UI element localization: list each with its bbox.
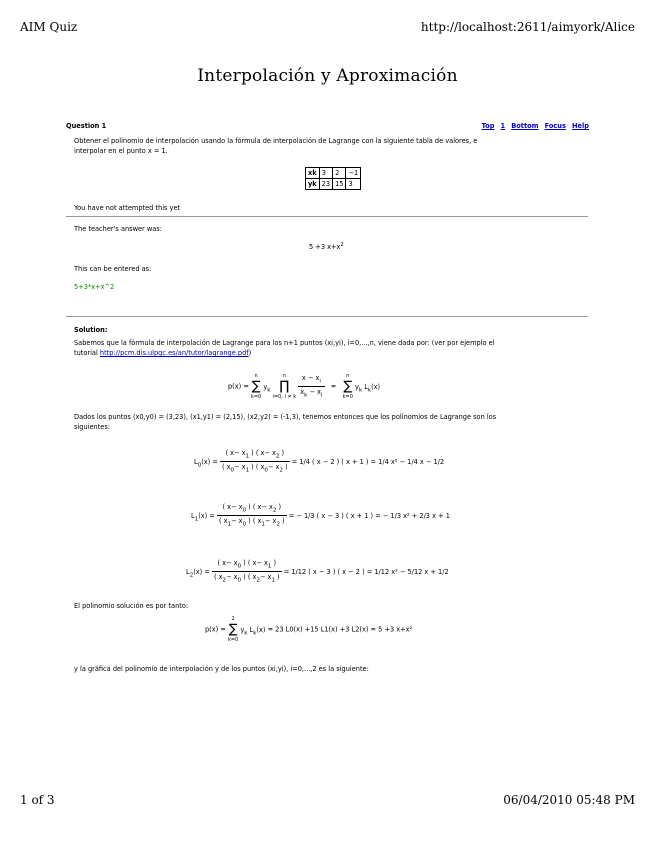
nav-1-link[interactable]: 1 xyxy=(500,122,506,130)
table-cell: 15 xyxy=(333,179,346,190)
nav-help-link[interactable]: Help xyxy=(572,122,589,130)
page-indicator: 1 of 3 xyxy=(20,793,55,807)
solution-intro-1: Sabemos que la fórmula de interpolación de Lagrange para los n+1 puntos (xi,yi), i=0,...,n, viene dada por: (ver por ejemplo el xyxy=(74,339,495,347)
nav-top-link[interactable]: Top xyxy=(481,122,495,130)
teacher-answer: 5 +3 $x+x^2$ xyxy=(309,242,344,252)
L2-formula: $L_2(x)$ = $\frac{( x- x_0 ) ( x- x_1 )}{( x_2- x_0 ) ( x_2- x_1 )}$ = 1/12 ( x − 3 ) ( x − 2 ) = 1/12 x² − 5/12 x + 1/2 xyxy=(186,559,449,584)
entered-answer: 5+3*x+x^2 xyxy=(74,283,115,291)
page-url: http://localhost:2611/aimyork/Alice xyxy=(420,20,635,34)
solution-label: Solution: xyxy=(74,326,108,334)
divider xyxy=(66,216,588,217)
L0-formula: $L_0(x)$ = $\frac{( x- x_1 ) ( x- x_2 )}{( x_0- x_1 ) ( x_0- x_2 )}$ = 1/4 ( x − 2 ) ( x + 1 ) = 1/4 x² − 1/4 x − 1/2 xyxy=(194,449,445,474)
graph-line: y la gráfica del polinomio de interpolación y de los puntos (xi,yi), i=0,...,2 es la siguiente: xyxy=(74,665,369,673)
question-text-2: interpolar en el punto x = 1. xyxy=(74,147,168,155)
given-points-2: siguientes: xyxy=(74,423,110,431)
table-cell: xk xyxy=(306,168,320,179)
attempt-status: You have not attempted this yet xyxy=(74,204,181,212)
table-cell: 3 xyxy=(346,179,361,190)
L1-formula: $L_1(x)$ = $\frac{( x- x_0 ) ( x- x_2 )}{( x_1- x_0 ) ( x_1- x_2 )}$ = − 1/3 ( x − 3 ) ( x + 1 ) = − 1/3 x² + 2/3 x + 1 xyxy=(191,503,450,528)
question-text-1: Obtener el polinomio de interpolación usando la fórmula de interpolación de Lagrange con la siguiente tabla de valores, e xyxy=(74,137,478,145)
question-nav xyxy=(478,121,589,131)
table-row xyxy=(306,179,361,190)
table-cell: 23 xyxy=(319,179,332,190)
question-label: Question 1 xyxy=(66,122,107,130)
poly-label: El polinomio solución es por tanto: xyxy=(74,602,189,610)
divider xyxy=(66,316,588,317)
nav-bottom-link[interactable]: Bottom xyxy=(511,122,539,130)
tutorial-link[interactable]: http://pcm.dis.ulpgc.es/an/tutor/lagrange.pdf xyxy=(99,349,249,357)
given-points-1: Dados los puntos (x0,y0) = (3,23), (x1,y1) = (2,15), (x2,y2) = (-1,3), tenemos entonces que los polinomios de Lagrange son los xyxy=(74,413,497,421)
enter-label: This can be entered as: xyxy=(74,265,152,273)
print-datetime: 06/04/2010 05:48 PM xyxy=(503,793,635,807)
table-cell: yk xyxy=(306,179,320,190)
table-row xyxy=(306,168,361,179)
page-title: Interpolación y Aproximación xyxy=(197,66,458,86)
values-table xyxy=(305,167,361,190)
solution-intro-2: tutorial http://pcm.dis.ulpgc.es/an/tutor/lagrange.pdf) xyxy=(74,349,252,357)
app-title: AIM Quiz xyxy=(20,20,78,34)
poly-formula: p(x) = 2 ∑ k=0 $y_k$ $L_k(x) = 23$ L0(x) +15 L1(x) +3 L2(x) = 5 +3 x+x² xyxy=(205,616,413,643)
table-cell: −1 xyxy=(346,168,361,179)
table-cell: 2 xyxy=(333,168,346,179)
teacher-answer-label: The teacher's answer was: xyxy=(74,225,162,233)
nav-focus-link[interactable]: Focus xyxy=(544,122,566,130)
lagrange-formula: p(x) = n ∑ k=0 $y_k$ n ∏ i=0, i ≠ k $\frac{x - x_i}{x_k - x_i}$ = n ∑ k=0 $y_k$ $L_k(x)$ xyxy=(228,373,381,400)
table-cell: 3 xyxy=(319,168,332,179)
